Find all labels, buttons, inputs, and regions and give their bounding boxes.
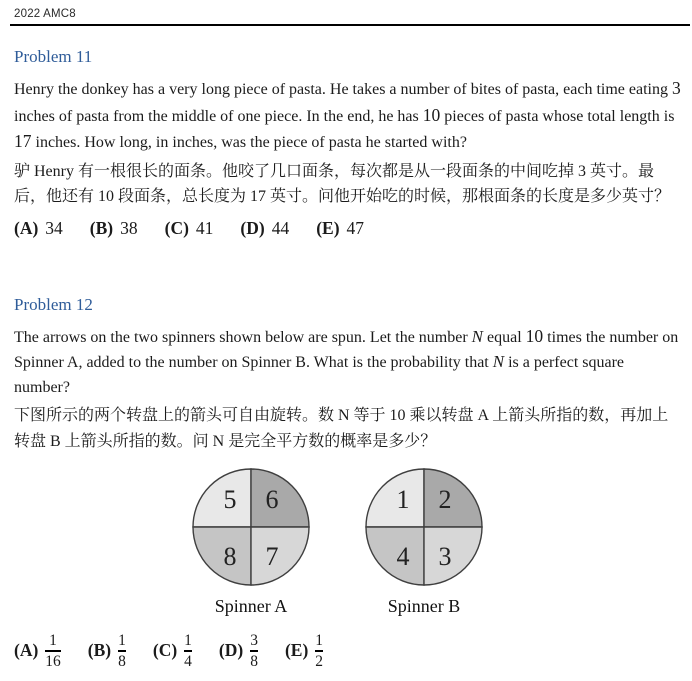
p11-text-segment: pieces of pasta whose total length is: [440, 107, 675, 125]
spinner-b-quadrant-bottom-left: [366, 527, 424, 585]
problem-11-chinese-text: 驴 Henry 有一根很长的面条。他咬了几口面条，每次都是从一段面条的中间吃掉 3 英寸。最后，他还有 10 段面条，总长度为 17 英寸。问他开始吃的时候，那根面条的长度是多少英寸？: [14, 162, 671, 205]
p12-text-segment: equal: [483, 328, 526, 346]
p11-math-number: 17: [14, 131, 32, 151]
p12-choice-a: [14, 631, 61, 671]
p12-text-segment: . What is the probability that: [305, 354, 493, 371]
spinner-a-number-top-left: 5: [223, 485, 237, 514]
spinner-a-label: Spinner A: [214, 596, 288, 616]
fraction-numerator: 3: [250, 632, 258, 649]
spinner-b-wheel: [359, 462, 489, 592]
spinner-a-figure: [186, 462, 316, 617]
p11-math-number: 10: [422, 104, 441, 125]
p11-choice-d: [240, 218, 289, 239]
fraction: [118, 631, 126, 671]
p11-choice-e: [316, 218, 364, 239]
choice-label: (A): [14, 217, 39, 238]
p12-math-variable: N: [492, 352, 505, 371]
p11-text-segment: Henry the donkey has a very long piece of pasta. He takes a number of bites of pasta, each time eating: [14, 81, 672, 98]
p12-choice-d: [219, 631, 258, 671]
spinner-a-number-top-right: 6: [265, 485, 279, 514]
p11-choice-a: [14, 218, 63, 239]
problem-11-answer-choices: [14, 218, 678, 239]
spinners-figure: [186, 462, 678, 617]
p12-spinner-letter: A: [66, 354, 79, 371]
spinner-a-quadrant-bottom-left: [193, 527, 251, 585]
spinner-a-quadrant-top-right: [251, 469, 309, 527]
fraction-denominator: 4: [184, 652, 192, 670]
p12-math-number: 10: [525, 325, 544, 346]
spinner-b-quadrant-top-left: [366, 469, 424, 527]
p12-text-segment: times the number on Spinner: [14, 328, 679, 371]
spinner-a-quadrant-top-left: [193, 469, 251, 527]
spinner-b-quadrant-bottom-right: [424, 527, 482, 585]
choice-value: 47: [346, 217, 365, 238]
header-divider: [10, 24, 690, 26]
choice-label: (C): [152, 640, 178, 661]
fraction-numerator: 1: [315, 632, 324, 649]
choice-label: (C): [164, 217, 189, 238]
fraction-denominator: 8: [118, 652, 126, 670]
p11-choice-b: [90, 218, 138, 239]
fraction-numerator: 1: [49, 632, 57, 649]
p12-choice-e: [285, 631, 323, 671]
fraction-numerator: 1: [184, 632, 192, 649]
choice-value: 34: [45, 217, 63, 238]
problem-11-heading: Problem 11: [14, 47, 93, 66]
p11-text-segment: inches. How long, in inches, was the piece of pasta he started with?: [31, 134, 467, 151]
spinner-a-number-bottom-right: 7: [265, 542, 279, 571]
choice-label: (B): [87, 640, 112, 661]
fraction: [45, 631, 61, 671]
p12-text-segment: , added to the number on Spinner: [78, 354, 296, 371]
p11-math-number: 3: [671, 78, 681, 98]
choice-label: (E): [316, 217, 340, 238]
choice-label: (D): [218, 640, 244, 661]
p11-choice-c: [165, 218, 214, 239]
p12-text-segment: is a perfect square number?: [14, 354, 625, 396]
choice-value: 44: [271, 217, 290, 238]
choice-value: 38: [120, 217, 138, 238]
p12-choice-b: [88, 631, 126, 671]
problem-12-heading: Problem 12: [14, 294, 93, 314]
p12-spinner-letter: B: [295, 354, 306, 371]
fraction: [184, 631, 192, 671]
choice-label: (D): [240, 217, 265, 238]
p12-math-variable: N: [471, 326, 484, 346]
spinner-b-number-bottom-left: 4: [396, 542, 410, 571]
choice-label: (E): [284, 640, 309, 661]
spinner-a-wheel: [186, 462, 316, 592]
p12-choice-c: [153, 631, 192, 671]
spinner-b-number-top-left: 1: [396, 485, 410, 514]
spinner-b-quadrant-top-right: [424, 469, 482, 527]
p11-text-segment: inches of pasta from the middle of one piece. In the end, he has: [14, 107, 423, 125]
problem-12-chinese-text: 下图所示的两个转盘上的箭头可自由旋转。数 N 等于 10 乘以转盘 A 上箭头所指的数，再加上转盘 B 上箭头所指的数。问 N 是完全平方数的概率是多少？: [14, 407, 669, 450]
fraction-denominator: 2: [315, 652, 324, 670]
problem-12-english-text: [14, 324, 682, 401]
fraction-numerator: 1: [118, 632, 126, 649]
p12-text-segment: The arrows on the two spinners shown below are spun. Let the number: [14, 328, 472, 346]
spinner-b-number-top-right: 2: [438, 485, 452, 514]
fraction: [315, 631, 323, 671]
fraction-denominator: 8: [250, 652, 258, 670]
document-header-title: 2022 AMC8: [14, 8, 76, 20]
spinner-b-label: Spinner B: [387, 596, 461, 616]
problem-11-english-text: [14, 76, 682, 156]
choice-label: (A): [14, 640, 39, 661]
choice-value: 41: [195, 217, 214, 238]
spinner-a-quadrant-bottom-right: [251, 527, 309, 585]
spinner-b-number-bottom-right: 3: [438, 542, 452, 571]
fraction-denominator: 16: [45, 652, 61, 670]
spinner-a-number-bottom-left: 8: [223, 542, 237, 571]
choice-label: (B): [89, 217, 114, 238]
spinner-b-figure: [359, 462, 489, 617]
fraction: [250, 631, 258, 671]
problem-12-answer-choices: [14, 631, 678, 671]
